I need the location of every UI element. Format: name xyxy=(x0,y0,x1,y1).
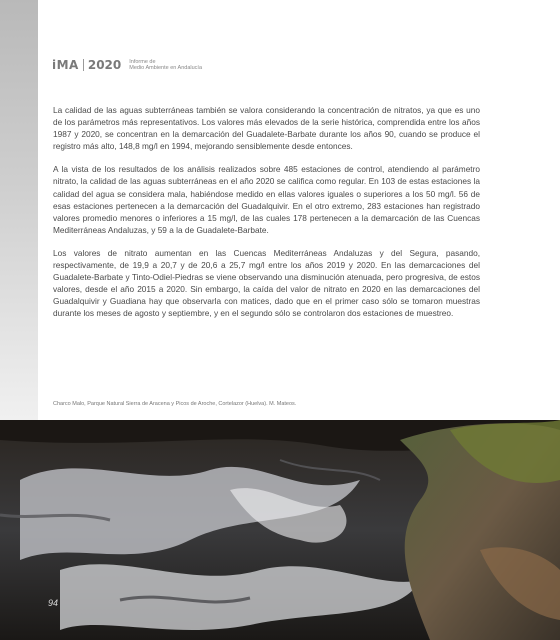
paragraph-1: La calidad de las aguas subterráneas también se valora considerando la concentración de nitratos, ya que es uno de los parámetros más representativos. Los valores más elevados de la serie histórica, comprendida entre los años 1987 y 2020, se concentran en la demarcación del Guadalete-Barbate durante los años 90, cuando se produce el registro más alto, 148,8 mg/l en 1994, mejorando sensiblemente desde entonces. xyxy=(53,105,480,152)
publication-header xyxy=(52,56,202,74)
river-photo xyxy=(0,420,560,640)
paragraph-2: A la vista de los resultados de los análisis realizados sobre 485 estaciones de control, atendiendo al parámetro nitrato, la calidad de las aguas subterráneas en el año 2020 se califica como regular. En 103 de estas estaciones la calidad del agua se considera mala, habiéndose medido en ellas valores iguales o superiores a los 50 mg/l. 56 de esas estaciones pertenecen a la demarcación del Guadalquivir. En el otro extremo, 283 estaciones han registrado valores promedio menores o inferiores a 15 mg/l, de las cuales 178 pertenecen a la demarcación de las Cuencas Mediterráneas Andaluzas, y 59 a la de Guadalete-Barbate. xyxy=(53,164,480,235)
logo-subtitle-line1: Informe de xyxy=(129,58,156,65)
logo-divider xyxy=(83,59,84,71)
logo-ima: iMA xyxy=(52,58,79,72)
body-text xyxy=(53,104,480,331)
side-band xyxy=(0,0,38,420)
page-number: 94 xyxy=(48,598,59,608)
river-photo-illustration xyxy=(0,420,560,640)
photo-caption: Charco Malo, Parque Natural Sierra de Aracena y Picos de Aroche, Cortelazor (Huelva). M. Mateos. xyxy=(53,401,297,407)
logo-year: 2020 xyxy=(87,58,122,72)
logo-subtitle-line2: Medio Ambiente en Andalucía xyxy=(129,65,203,71)
paragraph-3: Los valores de nitrato aumentan en las Cuencas Mediterráneas Andaluzas y del Segura, pasando, respectivamente, de 19,9 a 20,7 y de 20,6 a 25,7 mg/l entre los años 2019 y 2020. En las demarcaciones del Guadalete-Barbate y Tinto-Odiel-Piedras se viene observando una disminución atenuada, pero progresiva, de estos valores, desde el año 2015 a 2020. Sin embargo, la caída del valor de nitrato en 2020 en las demarcaciones del Guadalquivir y Guadiana hay que observarla con matices, dado que en el primer caso sólo se tomaron muestras durante los meses de agosto y septiembre, y en el segundo sólo se controlaron dos estaciones de muestreo. xyxy=(53,247,480,319)
logo-subtitle xyxy=(129,59,202,72)
